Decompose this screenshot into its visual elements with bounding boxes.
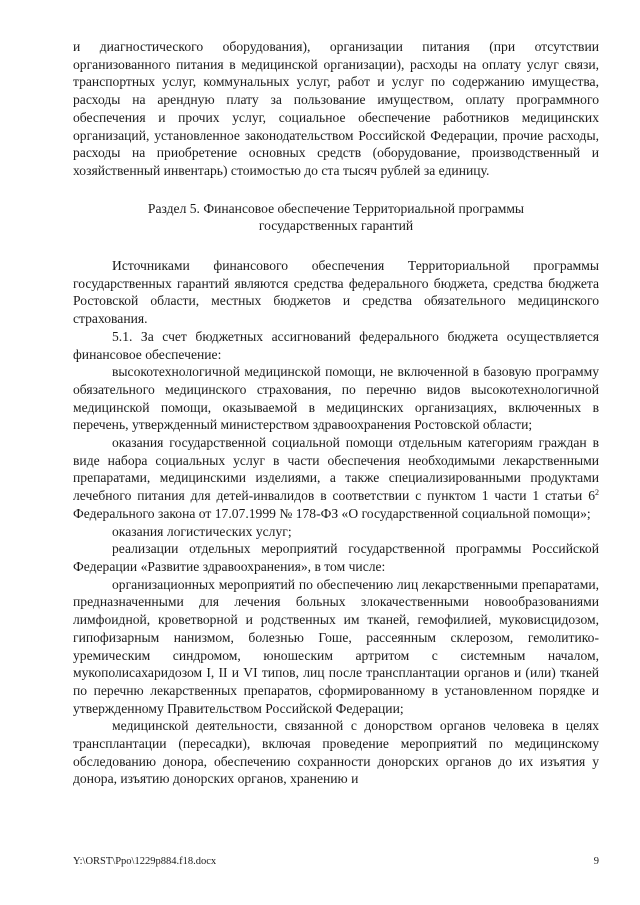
paragraph-5-1: 5.1. За счет бюджетных ассигнований федерального бюджета осуществляется финансовое обеспечение:: [73, 328, 599, 362]
section-heading-line-1: Раздел 5. Финансовое обеспечение Территориальной программы: [147, 200, 525, 216]
social-assistance-text-end: Федерального закона от 17.07.1999 № 178-ФЗ «О государственной социальной помощи»;: [73, 505, 591, 521]
footer-file-path: Y:\ORST\Ppo\1229p884.f18.docx: [73, 856, 217, 867]
paragraph-high-tech-care: высокотехнологичной медицинской помощи, не включенной в базовую программу обязательного медицинского страхования, по перечню видов высокотехнологичной медицинской помощи, оказываемой в медицинских организациях, включенных в перечень, утвержденный министерством здравоохранения Ростовской области;: [73, 364, 599, 433]
intro-paragraph: и диагностического оборудования), организации питания (при отсутствии организованного питания в медицинской организации), расходы на оплату услуг связи, транспортных услуг, коммунальных услуг, работ и услуг по содержанию имущества, расходы на арендную плату за пользование имуществом, оплату программного обеспечения и прочих услуг, социальное обеспечение работников медицинских организаций, установленное законодательством Российской Федерации, прочие расходы, расходы на приобретение основных средств (оборудование, производственный и хозяйственный инвентарь) стоимостью до ста тысяч рублей за единицу.: [73, 39, 599, 178]
page-footer: [73, 856, 599, 867]
document-body: [73, 38, 599, 788]
paragraph-financing-sources: Источниками финансового обеспечения Территориальной программы государственных гарантий являются средства федерального бюджета, средства бюджета Ростовской области, местных бюджетов и средства обязательного медицинского страхования.: [73, 258, 599, 327]
section-heading-line-2: государственных гарантий: [258, 218, 414, 234]
paragraph-social-assistance: [73, 434, 599, 523]
social-assistance-text: оказания государственной социальной помощи отдельным категориям граждан в виде набора социальных услуг в части обеспечения необходимыми лекарственными препаратами, медицинскими изделиями, а также специализированными продуктами лечебного питания для детей-инвалидов в соответствии с пунктом 1 части 1 статьи 6: [73, 435, 599, 504]
section-heading: [73, 200, 599, 235]
footer-page-number: 9: [593, 856, 599, 867]
paragraph-state-program: реализации отдельных мероприятий государственной программы Российской Федерации «Развитие здравоохранения», в том числе:: [73, 541, 599, 574]
paragraph-donor-activity: медицинской деятельности, связанной с донорством органов человека в целях трансплантации (пересадки), включая проведение мероприятий по медицинскому обследованию донора, обеспечению сохранности донорских органов до их изъятия у донора, изъятию донорских органов, хранению и: [73, 718, 599, 787]
paragraph-logistics: оказания логистических услуг;: [112, 523, 292, 539]
article-superscript: 2: [595, 488, 599, 498]
paragraph-organizational-measures: организационных мероприятий по обеспечению лиц лекарственными препаратами, предназначенными для лечения больных злокачественными новообразованиями лимфоидной, кроветворной и родственных им тканей, гемофилией, муковисцидозом, гипофизарным нанизмом, болезнью Гоше, рассеянным склерозом, гемолитико-уремическим синдромом, юношеским артритом с системным началом, мукополисахаридозом I, II и VI типов, лиц после трансплантации органов и (или) тканей по перечню лекарственных препаратов, сформированному в установленном порядке и утвержденному Правительством Российской Федерации;: [73, 576, 599, 716]
